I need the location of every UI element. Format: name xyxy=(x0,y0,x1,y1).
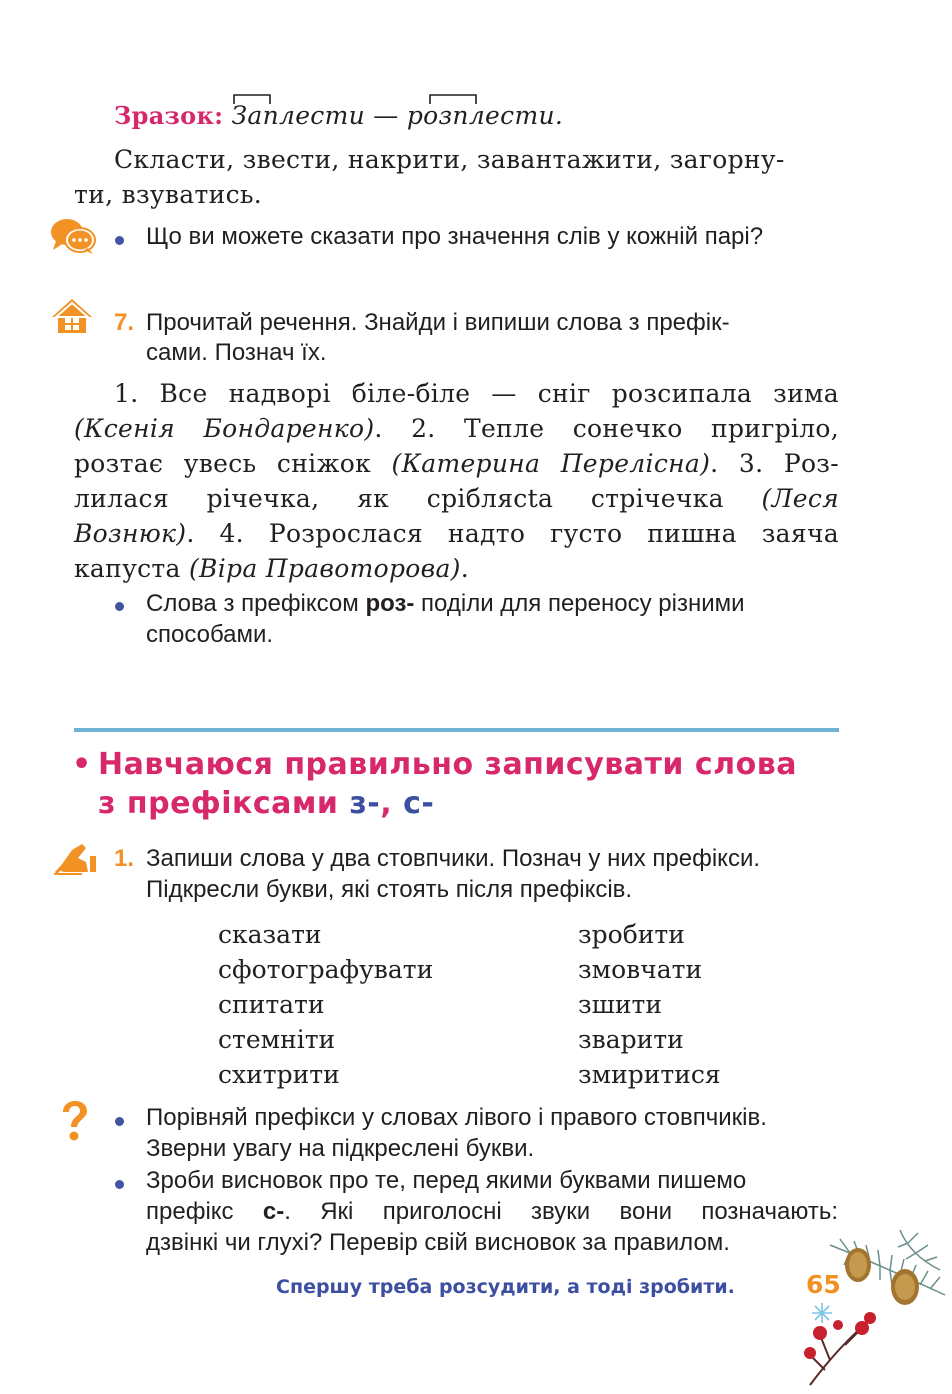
sentence-line-2: (Ксенія Бондаренко). 2. Тепле сонечко пригріло, xyxy=(74,414,839,443)
sentence-line-3: розтає увесь сніжок (Катерина Перелісна). 3. Роз- xyxy=(74,449,839,478)
question-1-line-1: Порівняй префікси у словах лівого і правого стовпчиків. xyxy=(146,1104,767,1131)
footer-motto: Спершу треба розсудити, а тоді зробити. xyxy=(276,1276,735,1298)
hyphen-task-line-2: способами. xyxy=(146,621,274,648)
task-7-line-2: сами. Познач їх. xyxy=(146,339,327,366)
bullet xyxy=(115,1117,124,1126)
task-1-line-2: Підкресли букви, які стоять після префіксів. xyxy=(146,876,633,903)
speech-bubbles-icon xyxy=(50,217,96,255)
question-mark-icon xyxy=(58,1100,90,1144)
question-2-line-1: Зроби висновок про те, перед якими буквами пишемо xyxy=(146,1167,747,1194)
task-1-line-1: Запиши слова у два стовпчики. Познач у них префікси. xyxy=(146,845,761,872)
word-column-left xyxy=(218,917,433,1092)
section-heading-line-2: з префіксами з-, с- xyxy=(98,786,435,821)
bullet xyxy=(115,236,124,245)
word-item: зварити xyxy=(578,1025,684,1054)
sample-dash: — xyxy=(373,101,399,130)
task-7-number: 7. xyxy=(114,309,135,336)
sample-word-2: розплести. xyxy=(406,101,564,130)
page-number: 65 xyxy=(806,1270,841,1299)
sample-label: Зразок: xyxy=(114,101,224,130)
pine-branch-decoration xyxy=(790,1225,952,1394)
house-icon xyxy=(50,297,94,335)
sentence-line-4: лилася річечка, як сріблясta стрічечка (Леся xyxy=(74,484,839,513)
word-item: змиритися xyxy=(578,1060,721,1089)
bullet xyxy=(115,1180,124,1189)
task-7-line-1: Прочитай речення. Знайди і випиши слова з префік- xyxy=(146,309,730,336)
word-item: змовчати xyxy=(578,955,703,984)
bullet xyxy=(115,602,124,611)
word-column-right xyxy=(578,917,721,1092)
question-1-line-2: Зверни увагу на підкреслені букви. xyxy=(146,1135,535,1162)
sample-word-1: Заплести xyxy=(231,101,366,130)
discuss-question: Що ви можете сказати про значення слів у кожній парі? xyxy=(146,223,764,250)
prefix-marks xyxy=(230,92,480,106)
writing-hand-icon xyxy=(52,840,98,876)
section-divider xyxy=(74,728,839,732)
word-item: сказати xyxy=(218,920,322,949)
section-heading-line-1: • Навчаюся правильно записувати слова xyxy=(72,747,797,782)
sentence-line-6: капуста (Віра Правоторова). xyxy=(74,554,469,583)
question-2-line-3: дзвінкі чи глухі? Перевір свій висновок за правилом. xyxy=(146,1229,730,1256)
words-line-1: Скласти, звести, накрити, завантажити, загорну- xyxy=(114,145,785,174)
task-1-number: 1. xyxy=(114,845,135,872)
sentence-line-5: Вознюк). 4. Розрослася надто густо пишна заяча xyxy=(74,519,839,548)
question-2-line-2: префікс с-. Які приголосні звуки вони позначають: xyxy=(146,1198,838,1225)
sentences-block xyxy=(74,376,839,586)
hyphen-task-line-1: Слова з префіксом роз- поділи для переносу різними xyxy=(146,590,745,617)
word-item: зшити xyxy=(578,990,663,1019)
word-item: стемніти xyxy=(218,1025,336,1054)
word-item: сфотографувати xyxy=(218,955,434,984)
word-item: схитрити xyxy=(218,1060,340,1089)
words-line-2: ти, взуватись. xyxy=(74,180,263,209)
sentence-line-1: 1. Все надворі біле-біле — сніг розсипала зима xyxy=(114,379,839,408)
word-item: спитати xyxy=(218,990,325,1019)
word-item: зробити xyxy=(578,920,685,949)
